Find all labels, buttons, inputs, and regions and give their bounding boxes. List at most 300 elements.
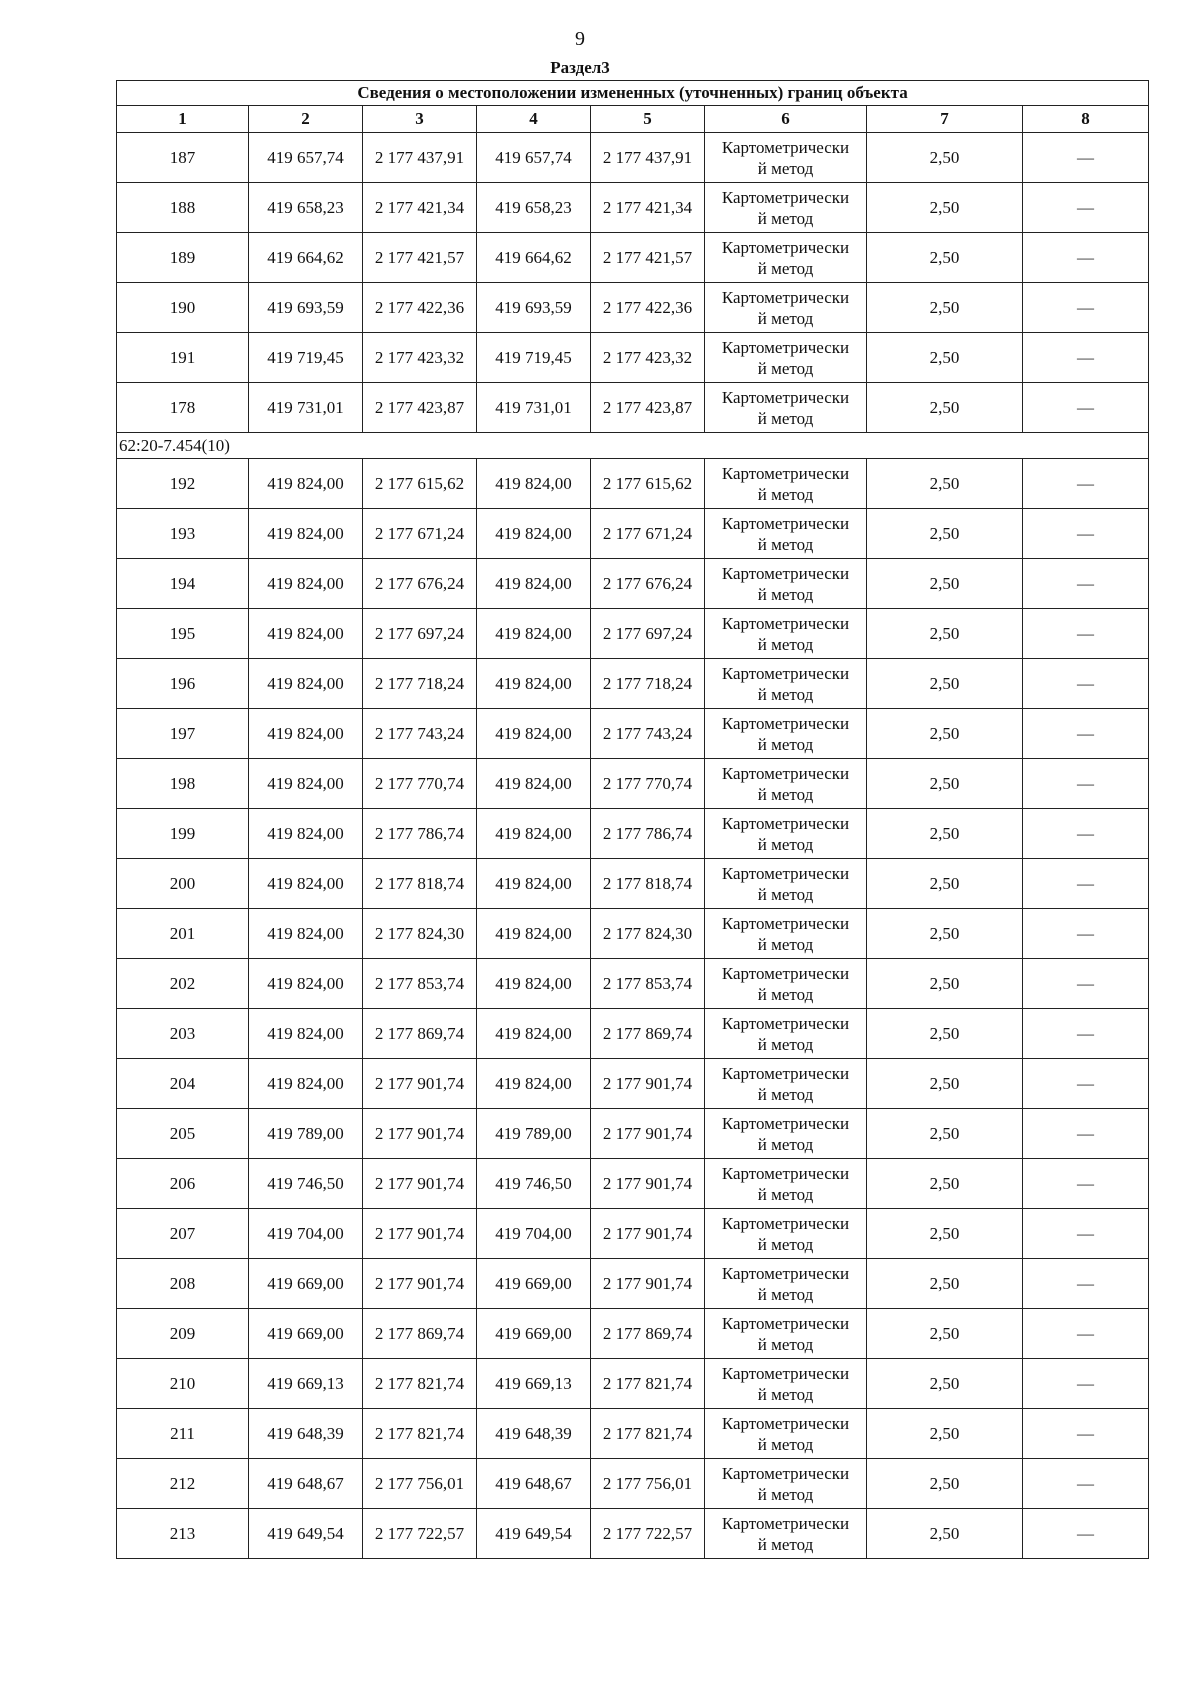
y-existing-cell: 2 177 869,74 (363, 1009, 477, 1059)
accuracy-cell: 2,50 (867, 509, 1023, 559)
method-line: Картометрически (721, 563, 850, 583)
accuracy-cell: 2,50 (867, 133, 1023, 183)
x-new-cell: 419 649,54 (477, 1509, 591, 1559)
point-number-cell: 189 (117, 233, 249, 283)
method-line: Картометрически (721, 1063, 850, 1083)
y-new-cell: 2 177 821,74 (591, 1359, 705, 1409)
y-new-cell: 2 177 422,36 (591, 283, 705, 333)
x-new-cell: 419 824,00 (477, 659, 591, 709)
x-new-cell: 419 669,00 (477, 1259, 591, 1309)
group-label: 62:20-7.454(10) (117, 433, 1149, 459)
method-line: Картометрически (721, 287, 850, 307)
description-cell: — (1023, 1309, 1149, 1359)
x-new-cell: 419 648,39 (477, 1409, 591, 1459)
y-new-cell: 2 177 770,74 (591, 759, 705, 809)
method-cell (705, 133, 867, 183)
table-row (117, 1159, 1149, 1209)
point-number-cell: 211 (117, 1409, 249, 1459)
group-row (117, 433, 1149, 459)
y-new-cell: 2 177 697,24 (591, 609, 705, 659)
column-header: 3 (363, 106, 477, 133)
y-new-cell: 2 177 824,30 (591, 909, 705, 959)
point-number-cell: 191 (117, 333, 249, 383)
method-line: й метод (757, 584, 814, 604)
accuracy-cell: 2,50 (867, 609, 1023, 659)
y-new-cell: 2 177 901,74 (591, 1059, 705, 1109)
x-existing-cell: 419 824,00 (249, 759, 363, 809)
x-new-cell: 419 648,67 (477, 1459, 591, 1509)
table-row (117, 909, 1149, 959)
point-number-cell: 212 (117, 1459, 249, 1509)
x-existing-cell: 419 824,00 (249, 859, 363, 909)
description-cell: — (1023, 659, 1149, 709)
method-line: й метод (757, 408, 814, 428)
y-new-cell: 2 177 722,57 (591, 1509, 705, 1559)
x-new-cell: 419 731,01 (477, 383, 591, 433)
method-cell (705, 859, 867, 909)
x-existing-cell: 419 649,54 (249, 1509, 363, 1559)
method-cell (705, 509, 867, 559)
method-line: й метод (757, 1334, 814, 1354)
method-cell (705, 1009, 867, 1059)
method-line: й метод (757, 1084, 814, 1104)
method-cell (705, 1109, 867, 1159)
x-new-cell: 419 824,00 (477, 759, 591, 809)
method-cell (705, 659, 867, 709)
point-number-cell: 210 (117, 1359, 249, 1409)
point-number-cell: 203 (117, 1009, 249, 1059)
description-cell: — (1023, 1159, 1149, 1209)
table-row (117, 1459, 1149, 1509)
method-line: Картометрически (721, 963, 850, 983)
method-line: Картометрически (721, 613, 850, 633)
accuracy-cell: 2,50 (867, 859, 1023, 909)
method-line: Картометрически (721, 137, 850, 157)
y-existing-cell: 2 177 423,87 (363, 383, 477, 433)
y-existing-cell: 2 177 676,24 (363, 559, 477, 609)
table-row (117, 283, 1149, 333)
x-new-cell: 419 824,00 (477, 609, 591, 659)
x-existing-cell: 419 669,00 (249, 1259, 363, 1309)
y-new-cell: 2 177 615,62 (591, 459, 705, 509)
method-cell (705, 1409, 867, 1459)
y-existing-cell: 2 177 697,24 (363, 609, 477, 659)
description-cell: — (1023, 1359, 1149, 1409)
table-row (117, 1259, 1149, 1309)
method-line: Картометрически (721, 1163, 850, 1183)
description-cell: — (1023, 1509, 1149, 1559)
method-line: й метод (757, 684, 814, 704)
method-line: Картометрически (721, 1363, 850, 1383)
x-new-cell: 419 664,62 (477, 233, 591, 283)
method-cell (705, 909, 867, 959)
column-header: 6 (705, 106, 867, 133)
accuracy-cell: 2,50 (867, 1459, 1023, 1509)
method-line: Картометрически (721, 337, 850, 357)
description-cell: — (1023, 459, 1149, 509)
table-row (117, 1509, 1149, 1559)
y-new-cell: 2 177 423,32 (591, 333, 705, 383)
point-number-cell: 207 (117, 1209, 249, 1259)
y-existing-cell: 2 177 821,74 (363, 1359, 477, 1409)
x-new-cell: 419 824,00 (477, 809, 591, 859)
x-new-cell: 419 746,50 (477, 1159, 591, 1209)
y-existing-cell: 2 177 901,74 (363, 1209, 477, 1259)
method-cell (705, 1309, 867, 1359)
method-cell (705, 1059, 867, 1109)
x-existing-cell: 419 669,00 (249, 1309, 363, 1359)
accuracy-cell: 2,50 (867, 1359, 1023, 1409)
method-cell (705, 759, 867, 809)
x-new-cell: 419 719,45 (477, 333, 591, 383)
method-line: Картометрически (721, 813, 850, 833)
x-existing-cell: 419 789,00 (249, 1109, 363, 1159)
x-new-cell: 419 789,00 (477, 1109, 591, 1159)
method-cell (705, 1359, 867, 1409)
accuracy-cell: 2,50 (867, 333, 1023, 383)
method-line: Картометрически (721, 237, 850, 257)
method-cell (705, 709, 867, 759)
method-line: Картометрически (721, 387, 850, 407)
method-line: й метод (757, 1284, 814, 1304)
y-new-cell: 2 177 423,87 (591, 383, 705, 433)
method-line: й метод (757, 1184, 814, 1204)
point-number-cell: 196 (117, 659, 249, 709)
section-title: Раздел3 (550, 58, 610, 77)
y-new-cell: 2 177 786,74 (591, 809, 705, 859)
method-line: Картометрически (721, 913, 850, 933)
x-existing-cell: 419 731,01 (249, 383, 363, 433)
y-existing-cell: 2 177 786,74 (363, 809, 477, 859)
method-line: й метод (757, 984, 814, 1004)
description-cell: — (1023, 809, 1149, 859)
method-line: Картометрически (721, 713, 850, 733)
x-new-cell: 419 824,00 (477, 509, 591, 559)
point-number-cell: 208 (117, 1259, 249, 1309)
y-new-cell: 2 177 821,74 (591, 1409, 705, 1459)
description-cell: — (1023, 909, 1149, 959)
x-new-cell: 419 824,00 (477, 459, 591, 509)
method-cell (705, 1209, 867, 1259)
method-line: Картометрически (721, 1113, 850, 1133)
method-line: й метод (757, 934, 814, 954)
method-line: Картометрически (721, 863, 850, 883)
table-row (117, 709, 1149, 759)
column-header: 8 (1023, 106, 1149, 133)
accuracy-cell: 2,50 (867, 1209, 1023, 1259)
method-line: й метод (757, 484, 814, 504)
y-new-cell: 2 177 853,74 (591, 959, 705, 1009)
table-row (117, 333, 1149, 383)
x-existing-cell: 419 824,00 (249, 559, 363, 609)
table-row (117, 609, 1149, 659)
method-line: Картометрически (721, 1463, 850, 1483)
method-line: й метод (757, 1234, 814, 1254)
point-number-cell: 206 (117, 1159, 249, 1209)
x-existing-cell: 419 693,59 (249, 283, 363, 333)
accuracy-cell: 2,50 (867, 659, 1023, 709)
x-existing-cell: 419 657,74 (249, 133, 363, 183)
point-number-cell: 187 (117, 133, 249, 183)
table-row (117, 1359, 1149, 1409)
x-new-cell: 419 824,00 (477, 559, 591, 609)
x-new-cell: 419 824,00 (477, 1009, 591, 1059)
x-new-cell: 419 658,23 (477, 183, 591, 233)
accuracy-cell: 2,50 (867, 1009, 1023, 1059)
method-line: Картометрически (721, 1413, 850, 1433)
y-new-cell: 2 177 869,74 (591, 1009, 705, 1059)
x-existing-cell: 419 824,00 (249, 1009, 363, 1059)
method-cell (705, 1509, 867, 1559)
y-new-cell: 2 177 743,24 (591, 709, 705, 759)
y-new-cell: 2 177 901,74 (591, 1109, 705, 1159)
point-number-cell: 198 (117, 759, 249, 809)
y-existing-cell: 2 177 770,74 (363, 759, 477, 809)
method-cell (705, 1159, 867, 1209)
table-row (117, 859, 1149, 909)
x-existing-cell: 419 824,00 (249, 909, 363, 959)
x-new-cell: 419 824,00 (477, 909, 591, 959)
description-cell: — (1023, 1109, 1149, 1159)
method-line: й метод (757, 1534, 814, 1554)
y-new-cell: 2 177 421,34 (591, 183, 705, 233)
y-existing-cell: 2 177 853,74 (363, 959, 477, 1009)
table-row (117, 1209, 1149, 1259)
y-existing-cell: 2 177 421,57 (363, 233, 477, 283)
x-existing-cell: 419 824,00 (249, 609, 363, 659)
y-new-cell: 2 177 756,01 (591, 1459, 705, 1509)
x-existing-cell: 419 824,00 (249, 709, 363, 759)
method-line: й метод (757, 1384, 814, 1404)
description-cell: — (1023, 759, 1149, 809)
description-cell: — (1023, 133, 1149, 183)
point-number-cell: 197 (117, 709, 249, 759)
method-line: Картометрически (721, 1013, 850, 1033)
x-new-cell: 419 693,59 (477, 283, 591, 333)
table-row (117, 183, 1149, 233)
accuracy-cell: 2,50 (867, 1259, 1023, 1309)
x-existing-cell: 419 648,67 (249, 1459, 363, 1509)
method-cell (705, 183, 867, 233)
y-existing-cell: 2 177 869,74 (363, 1309, 477, 1359)
y-existing-cell: 2 177 824,30 (363, 909, 477, 959)
x-existing-cell: 419 824,00 (249, 1059, 363, 1109)
x-new-cell: 419 824,00 (477, 709, 591, 759)
y-new-cell: 2 177 437,91 (591, 133, 705, 183)
description-cell: — (1023, 709, 1149, 759)
accuracy-cell: 2,50 (867, 1409, 1023, 1459)
x-new-cell: 419 824,00 (477, 959, 591, 1009)
point-number-cell: 204 (117, 1059, 249, 1109)
description-cell: — (1023, 333, 1149, 383)
method-line: й метод (757, 258, 814, 278)
x-new-cell: 419 669,13 (477, 1359, 591, 1409)
x-existing-cell: 419 824,00 (249, 809, 363, 859)
point-number-cell: 199 (117, 809, 249, 859)
accuracy-cell: 2,50 (867, 759, 1023, 809)
method-line: Картометрически (721, 1263, 850, 1283)
x-existing-cell: 419 746,50 (249, 1159, 363, 1209)
method-line: Картометрически (721, 663, 850, 683)
y-existing-cell: 2 177 901,74 (363, 1259, 477, 1309)
x-existing-cell: 419 824,00 (249, 459, 363, 509)
description-cell: — (1023, 1209, 1149, 1259)
method-cell (705, 559, 867, 609)
point-number-cell: 194 (117, 559, 249, 609)
accuracy-cell: 2,50 (867, 233, 1023, 283)
point-number-cell: 190 (117, 283, 249, 333)
y-new-cell: 2 177 676,24 (591, 559, 705, 609)
accuracy-cell: 2,50 (867, 459, 1023, 509)
method-cell (705, 1259, 867, 1309)
x-existing-cell: 419 648,39 (249, 1409, 363, 1459)
method-line: Картометрически (721, 463, 850, 483)
point-number-cell: 200 (117, 859, 249, 909)
method-line: й метод (757, 734, 814, 754)
y-existing-cell: 2 177 756,01 (363, 1459, 477, 1509)
accuracy-cell: 2,50 (867, 559, 1023, 609)
y-existing-cell: 2 177 821,74 (363, 1409, 477, 1459)
method-cell (705, 333, 867, 383)
y-new-cell: 2 177 671,24 (591, 509, 705, 559)
point-number-cell: 178 (117, 383, 249, 433)
accuracy-cell: 2,50 (867, 1109, 1023, 1159)
method-line: й метод (757, 1484, 814, 1504)
point-number-cell: 195 (117, 609, 249, 659)
x-new-cell: 419 669,00 (477, 1309, 591, 1359)
x-new-cell: 419 704,00 (477, 1209, 591, 1259)
y-existing-cell: 2 177 901,74 (363, 1059, 477, 1109)
coordinates-table (116, 80, 1149, 1559)
y-existing-cell: 2 177 423,32 (363, 333, 477, 383)
accuracy-cell: 2,50 (867, 183, 1023, 233)
table-row (117, 659, 1149, 709)
description-cell: — (1023, 959, 1149, 1009)
point-number-cell: 205 (117, 1109, 249, 1159)
method-line: й метод (757, 358, 814, 378)
x-existing-cell: 419 824,00 (249, 659, 363, 709)
y-new-cell: 2 177 718,24 (591, 659, 705, 709)
y-new-cell: 2 177 901,74 (591, 1259, 705, 1309)
y-existing-cell: 2 177 671,24 (363, 509, 477, 559)
table-row (117, 1009, 1149, 1059)
point-number-cell: 193 (117, 509, 249, 559)
column-header: 1 (117, 106, 249, 133)
method-line: Картометрически (721, 763, 850, 783)
description-cell: — (1023, 509, 1149, 559)
table-row (117, 1109, 1149, 1159)
accuracy-cell: 2,50 (867, 1509, 1023, 1559)
y-new-cell: 2 177 901,74 (591, 1159, 705, 1209)
table-row (117, 1409, 1149, 1459)
description-cell: — (1023, 383, 1149, 433)
x-existing-cell: 419 669,13 (249, 1359, 363, 1409)
accuracy-cell: 2,50 (867, 809, 1023, 859)
x-existing-cell: 419 824,00 (249, 959, 363, 1009)
method-cell (705, 959, 867, 1009)
y-existing-cell: 2 177 718,24 (363, 659, 477, 709)
method-cell (705, 809, 867, 859)
table-row (117, 509, 1149, 559)
table-row (117, 1059, 1149, 1109)
table-title-row (117, 81, 1149, 106)
description-cell: — (1023, 1009, 1149, 1059)
method-cell (705, 609, 867, 659)
method-line: й метод (757, 834, 814, 854)
table-row (117, 1309, 1149, 1359)
method-line: Картометрически (721, 1213, 850, 1233)
y-new-cell: 2 177 818,74 (591, 859, 705, 909)
method-line: й метод (757, 1134, 814, 1154)
x-new-cell: 419 824,00 (477, 859, 591, 909)
x-existing-cell: 419 719,45 (249, 333, 363, 383)
description-cell: — (1023, 183, 1149, 233)
description-cell: — (1023, 609, 1149, 659)
description-cell: — (1023, 1259, 1149, 1309)
y-existing-cell: 2 177 818,74 (363, 859, 477, 909)
table-row (117, 133, 1149, 183)
page-number: 9 (575, 28, 585, 50)
point-number-cell: 202 (117, 959, 249, 1009)
x-new-cell: 419 824,00 (477, 1059, 591, 1109)
description-cell: — (1023, 233, 1149, 283)
column-header: 5 (591, 106, 705, 133)
description-cell: — (1023, 1059, 1149, 1109)
accuracy-cell: 2,50 (867, 1309, 1023, 1359)
x-existing-cell: 419 824,00 (249, 509, 363, 559)
table-row (117, 759, 1149, 809)
table-row (117, 809, 1149, 859)
point-number-cell: 188 (117, 183, 249, 233)
point-number-cell: 192 (117, 459, 249, 509)
y-existing-cell: 2 177 901,74 (363, 1159, 477, 1209)
description-cell: — (1023, 559, 1149, 609)
table-row (117, 959, 1149, 1009)
method-cell (705, 283, 867, 333)
y-existing-cell: 2 177 422,36 (363, 283, 477, 333)
method-line: й метод (757, 534, 814, 554)
method-line: Картометрически (721, 1313, 850, 1333)
table-row (117, 383, 1149, 433)
column-header: 2 (249, 106, 363, 133)
column-header: 4 (477, 106, 591, 133)
y-existing-cell: 2 177 437,91 (363, 133, 477, 183)
method-line: й метод (757, 1034, 814, 1054)
method-line: й метод (757, 208, 814, 228)
table-row (117, 559, 1149, 609)
point-number-cell: 209 (117, 1309, 249, 1359)
table-title: Сведения о местоположении измененных (уточненных) границ объекта (117, 81, 1149, 106)
table-row (117, 459, 1149, 509)
method-line: Картометрически (721, 187, 850, 207)
method-line: й метод (757, 884, 814, 904)
method-line: й метод (757, 784, 814, 804)
description-cell: — (1023, 1459, 1149, 1509)
accuracy-cell: 2,50 (867, 709, 1023, 759)
x-existing-cell: 419 664,62 (249, 233, 363, 283)
accuracy-cell: 2,50 (867, 1159, 1023, 1209)
x-new-cell: 419 657,74 (477, 133, 591, 183)
column-header: 7 (867, 106, 1023, 133)
y-existing-cell: 2 177 615,62 (363, 459, 477, 509)
method-cell (705, 459, 867, 509)
method-cell (705, 233, 867, 283)
point-number-cell: 201 (117, 909, 249, 959)
x-existing-cell: 419 704,00 (249, 1209, 363, 1259)
accuracy-cell: 2,50 (867, 383, 1023, 433)
method-line: й метод (757, 634, 814, 654)
y-new-cell: 2 177 421,57 (591, 233, 705, 283)
